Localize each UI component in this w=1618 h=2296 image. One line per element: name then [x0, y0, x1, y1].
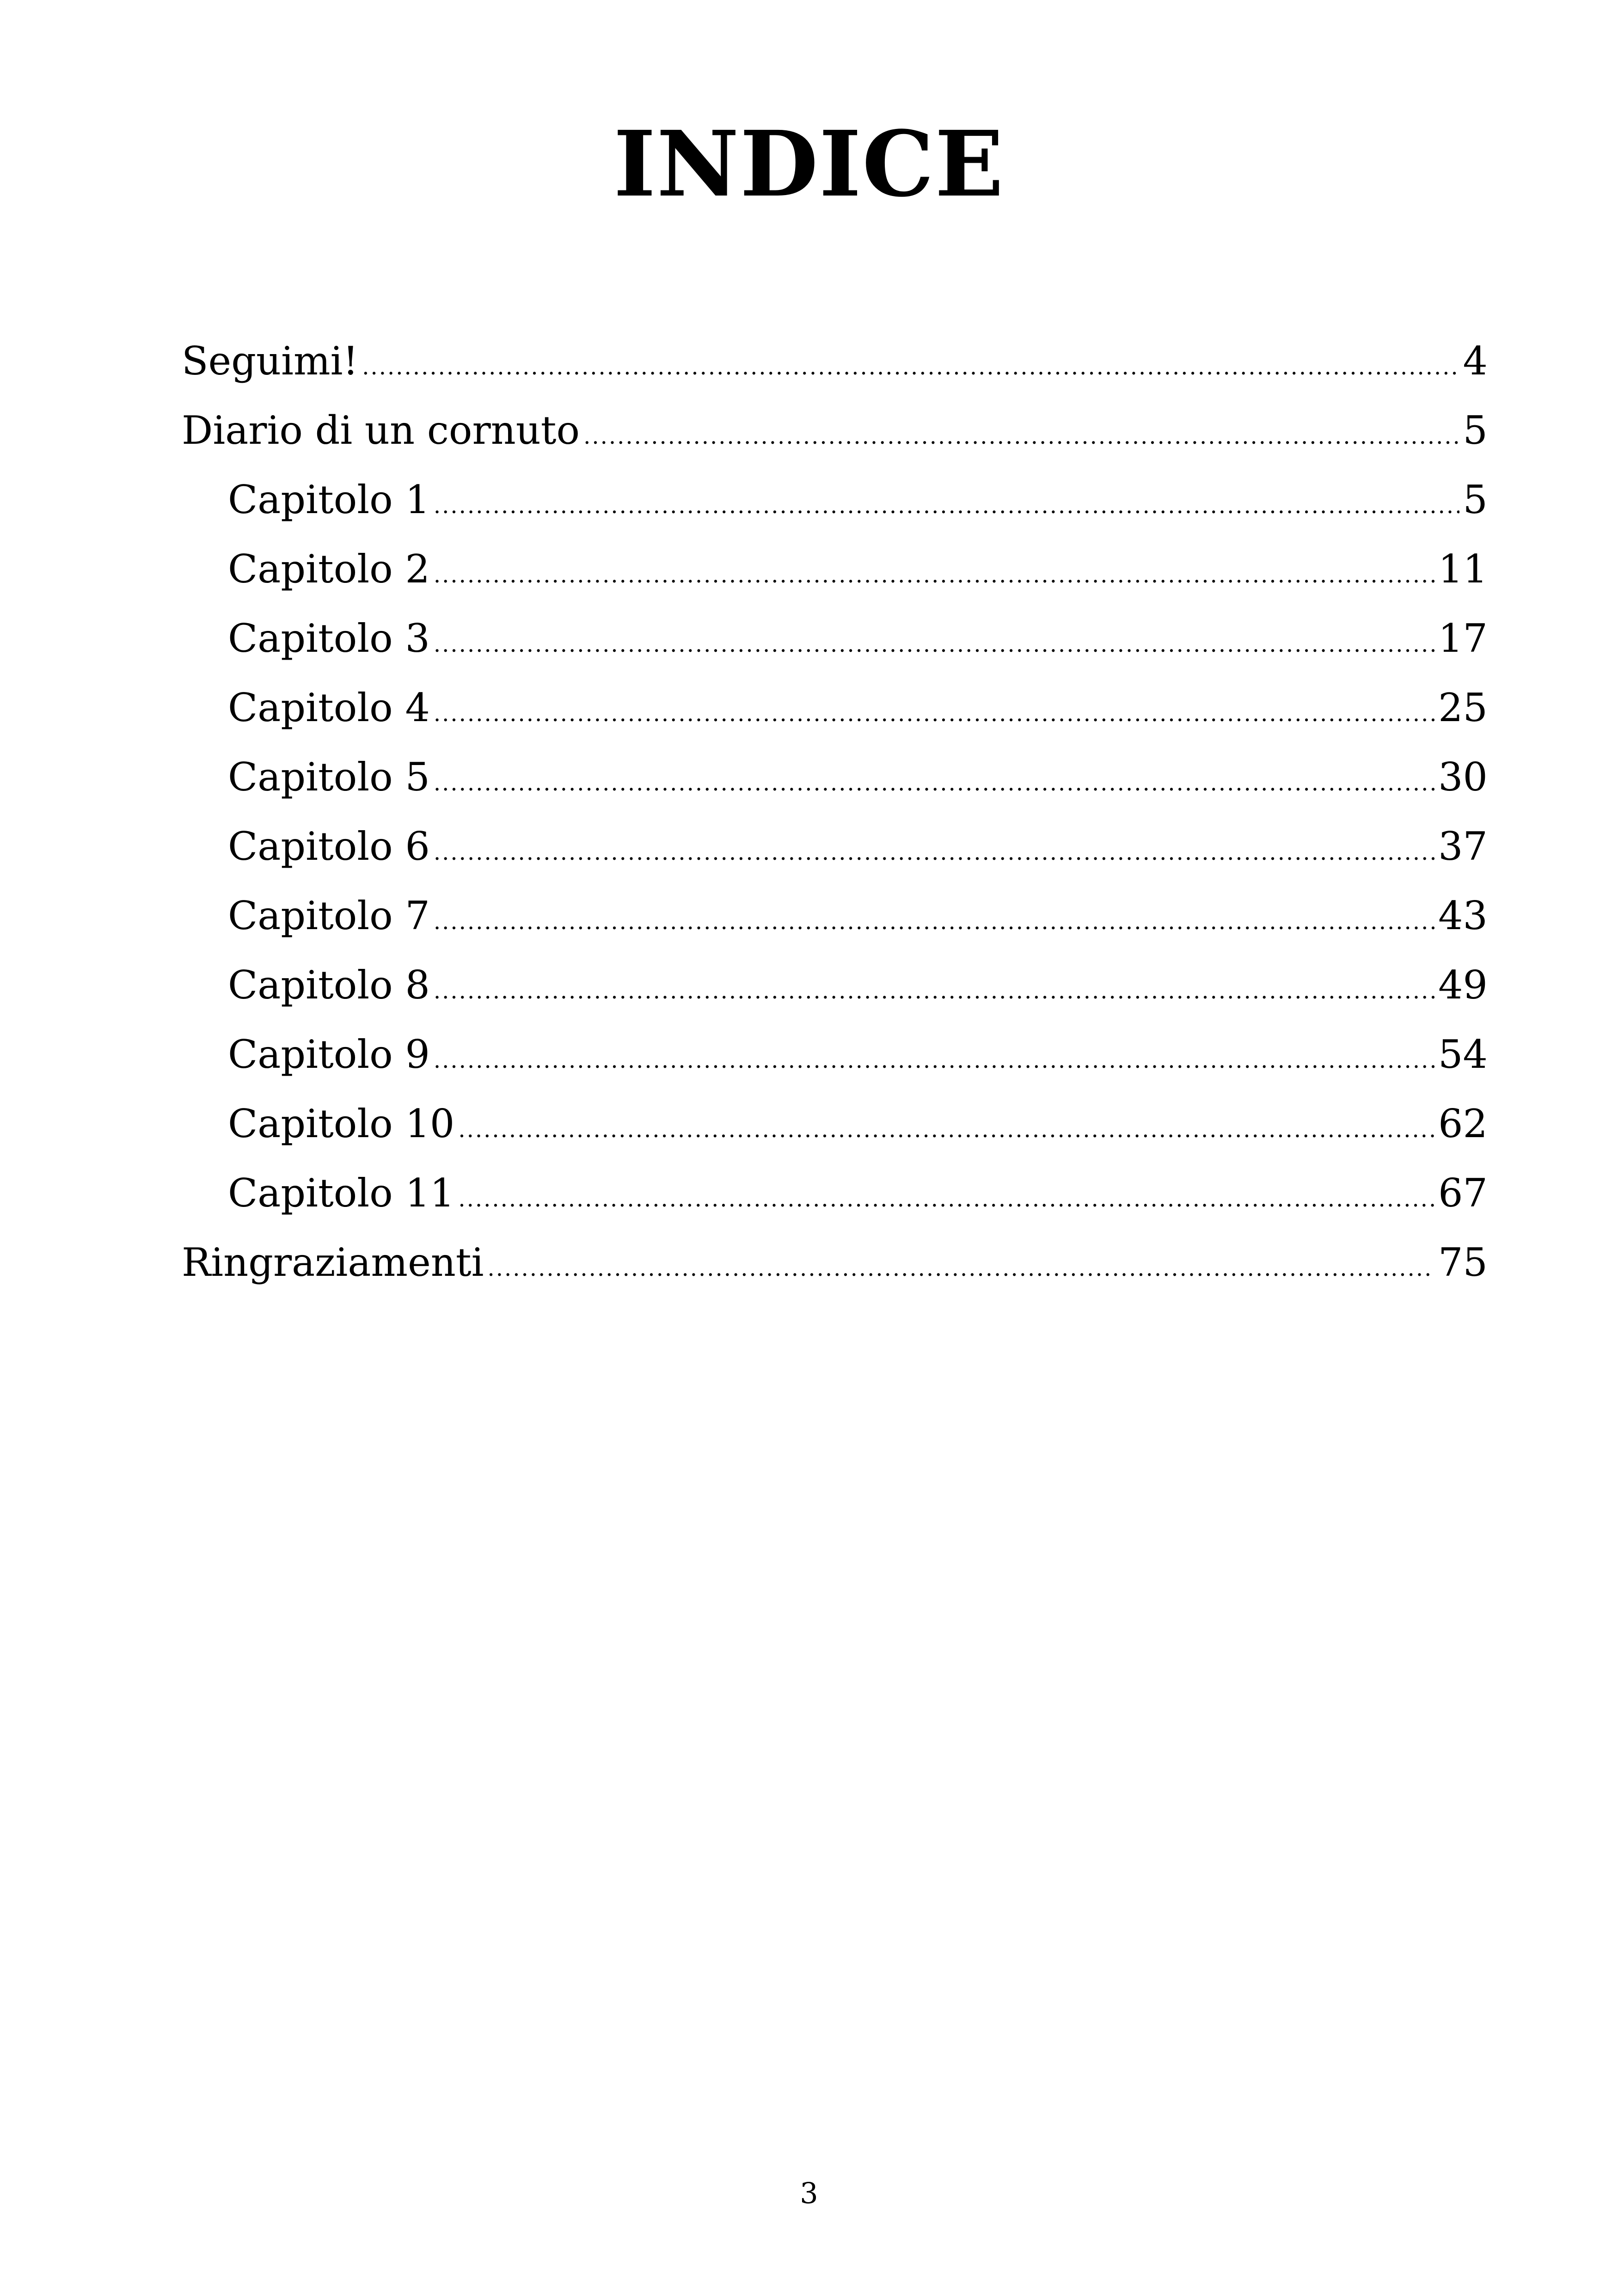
toc-dot-leader	[458, 1164, 1434, 1234]
toc-entry-page: 17	[1438, 616, 1488, 661]
toc-entry-label: Capitolo 5	[228, 754, 430, 800]
toc-entry-diario-di-un-cornuto[interactable]	[182, 396, 1488, 465]
toc-entry-capitolo-10[interactable]	[182, 1089, 1488, 1158]
toc-dot-leader	[434, 679, 1434, 748]
toc-entry-capitolo-5[interactable]	[182, 742, 1488, 812]
toc-entry-label: Diario di un cornuto	[182, 408, 580, 453]
toc-entry-capitolo-2[interactable]	[182, 534, 1488, 604]
toc-entry-label: Capitolo 6	[228, 824, 430, 869]
toc-entry-page: 43	[1438, 893, 1488, 938]
toc-entry-page: 62	[1438, 1101, 1488, 1146]
toc-dot-leader	[434, 818, 1434, 887]
toc-entry-page: 37	[1438, 824, 1488, 869]
toc-dot-leader	[362, 332, 1459, 402]
toc-entry-page: 11	[1438, 546, 1488, 592]
toc-entry-capitolo-8[interactable]	[182, 950, 1488, 1020]
toc-entry-page: 5	[1463, 408, 1488, 453]
page-number: 3	[800, 2176, 818, 2210]
toc-entry-label: Capitolo 3	[228, 616, 430, 661]
toc-entry-label: Seguimi!	[182, 338, 359, 384]
toc-entry-label: Capitolo 4	[228, 685, 430, 730]
toc-dot-leader	[434, 887, 1434, 956]
toc-entry-label: Capitolo 11	[228, 1170, 455, 1216]
toc-dot-leader	[458, 1095, 1434, 1164]
toc-entry-capitolo-6[interactable]	[182, 812, 1488, 881]
toc-entry-page: 5	[1463, 477, 1488, 522]
toc-entry-page: 54	[1438, 1032, 1488, 1077]
toc-dot-leader	[434, 748, 1434, 818]
toc-entry-ringraziamenti[interactable]	[182, 1228, 1488, 1297]
page-title: INDICE	[613, 111, 1005, 217]
toc-dot-leader	[434, 956, 1434, 1026]
toc-entry-page: 25	[1438, 685, 1488, 730]
toc-dot-leader	[434, 610, 1434, 679]
toc-dot-leader	[488, 1234, 1435, 1303]
toc-entry-label: Capitolo 10	[228, 1101, 455, 1146]
toc-dot-leader	[434, 471, 1459, 540]
toc-entry-capitolo-11[interactable]	[182, 1158, 1488, 1228]
toc-dot-leader	[434, 540, 1434, 610]
toc-entry-label: Capitolo 2	[228, 546, 430, 592]
toc-entry-label: Capitolo 9	[228, 1032, 430, 1077]
toc-entry-label: Capitolo 7	[228, 893, 430, 938]
toc-entry-capitolo-3[interactable]	[182, 604, 1488, 673]
toc-entry-page: 4	[1463, 338, 1488, 384]
toc-dot-leader	[434, 1026, 1434, 1095]
toc-entry-capitolo-9[interactable]	[182, 1020, 1488, 1089]
toc-entry-label: Capitolo 1	[228, 477, 430, 522]
toc-entry-capitolo-7[interactable]	[182, 881, 1488, 950]
toc-entry-page: 67	[1438, 1170, 1488, 1216]
table-of-contents	[182, 326, 1488, 1297]
toc-entry-capitolo-4[interactable]	[182, 673, 1488, 742]
toc-dot-leader	[583, 402, 1459, 471]
toc-entry-page: 75	[1438, 1240, 1488, 1285]
toc-entry-capitolo-1[interactable]	[182, 465, 1488, 534]
toc-entry-label: Capitolo 8	[228, 962, 430, 1008]
toc-entry-page: 30	[1438, 754, 1488, 800]
toc-entry-page: 49	[1438, 962, 1488, 1008]
toc-entry-label: Ringraziamenti	[182, 1240, 484, 1285]
toc-entry-seguimi[interactable]	[182, 326, 1488, 396]
